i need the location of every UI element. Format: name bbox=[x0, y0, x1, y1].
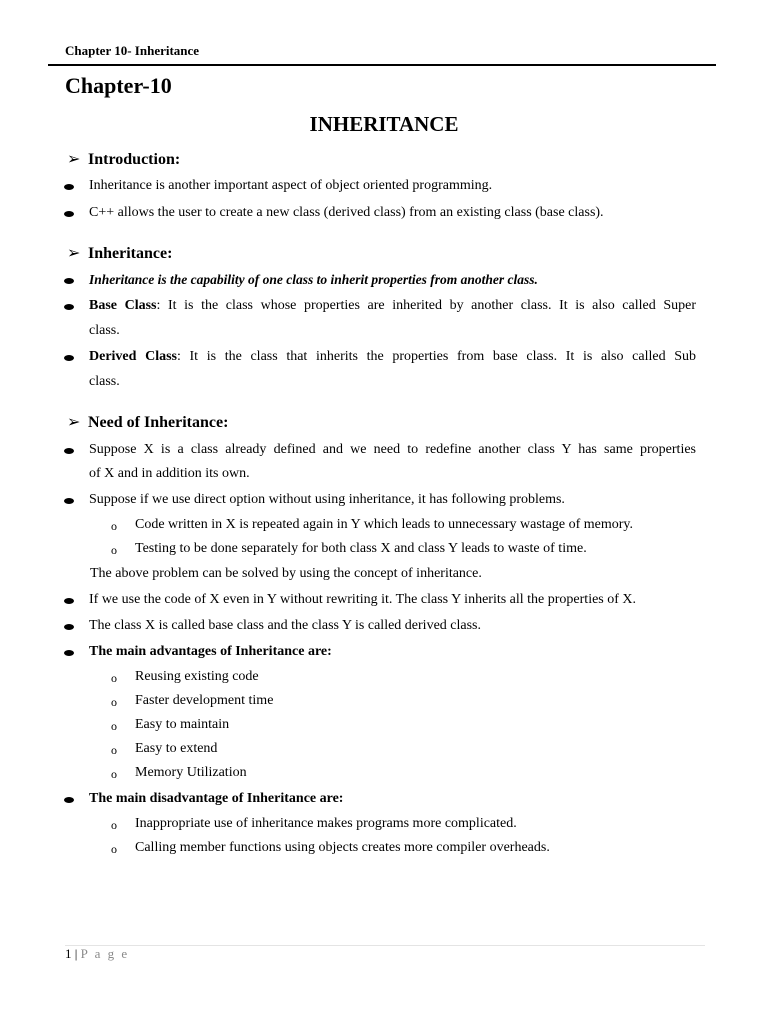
list-item: Suppose if we use direct option without using inheritance, it has following problems. bbox=[89, 492, 565, 507]
disadvantages-heading: The main disadvantage of Inheritance are: bbox=[89, 791, 344, 806]
list-item: C++ allows the user to create a new class (derived class) from an existing class (base class). bbox=[89, 205, 604, 220]
list-item: Suppose X is a class already defined and we need to redefine another class Y has same properties bbox=[89, 442, 696, 457]
section-heading-need bbox=[67, 412, 228, 432]
footer-separator: | bbox=[74, 946, 78, 961]
derived-class-term: Derived Class bbox=[89, 349, 177, 364]
advantage-item: Easy to maintain bbox=[135, 717, 230, 732]
bullet-icon bbox=[64, 797, 74, 803]
bullet-icon bbox=[64, 624, 74, 630]
derived-class-desc-continued: class. bbox=[89, 374, 120, 389]
advantage-item: Easy to extend bbox=[135, 741, 218, 756]
page-word: P a g e bbox=[80, 946, 130, 961]
bullet-icon bbox=[64, 304, 74, 310]
footer-rule bbox=[65, 945, 705, 946]
section-heading-inheritance bbox=[67, 243, 172, 263]
derived-class-definition bbox=[89, 349, 696, 365]
base-class-definition bbox=[89, 298, 696, 314]
bullet-icon bbox=[64, 278, 74, 284]
section-heading-introduction bbox=[67, 149, 180, 169]
disadvantage-item: Calling member functions using objects creates more compiler overheads. bbox=[135, 840, 550, 855]
section-heading-label: Introduction: bbox=[88, 151, 181, 168]
disadvantage-item: Inappropriate use of inheritance makes programs more complicated. bbox=[135, 816, 517, 831]
advantage-item: Reusing existing code bbox=[135, 669, 259, 684]
bullet-icon bbox=[64, 498, 74, 504]
list-item: If we use the code of X even in Y without rewriting it. The class Y inherits all the properties of X. bbox=[89, 592, 637, 607]
circle-bullet-icon: o bbox=[111, 719, 117, 733]
circle-bullet-icon: o bbox=[111, 671, 117, 685]
circle-bullet-icon: o bbox=[111, 743, 117, 757]
advantages-heading: The main advantages of Inheritance are: bbox=[89, 644, 332, 659]
arrow-bullet-icon: ➢ bbox=[67, 414, 81, 431]
bullet-icon bbox=[64, 598, 74, 604]
bullet-icon bbox=[64, 355, 74, 361]
bullet-icon bbox=[64, 184, 74, 190]
circle-bullet-icon: o bbox=[111, 543, 117, 557]
list-item-continued: of X and in addition its own. bbox=[89, 466, 250, 481]
bullet-icon bbox=[64, 650, 74, 656]
definition-text: Inheritance is the capability of one class to inherit properties from another class. bbox=[89, 272, 538, 287]
circle-bullet-icon: o bbox=[111, 519, 117, 533]
advantage-item: Faster development time bbox=[135, 693, 274, 708]
bullet-icon bbox=[64, 211, 74, 217]
running-header: Chapter 10- Inheritance bbox=[65, 43, 200, 58]
circle-bullet-icon: o bbox=[111, 818, 117, 832]
sub-list-item: Testing to be done separately for both class X and class Y leads to waste of time. bbox=[135, 541, 587, 556]
header-rule bbox=[48, 64, 716, 66]
circle-bullet-icon: o bbox=[111, 842, 117, 856]
derived-class-desc: : It is the class that inherits the properties from base class. It is also called Sub bbox=[176, 349, 696, 364]
circle-bullet-icon: o bbox=[111, 767, 117, 781]
section-heading-label: Inheritance: bbox=[88, 245, 173, 262]
base-class-term: Base Class bbox=[89, 298, 157, 313]
list-item: The class X is called base class and the class Y is called derived class. bbox=[89, 618, 481, 633]
arrow-bullet-icon: ➢ bbox=[67, 151, 81, 168]
page-number: 1 bbox=[65, 946, 72, 961]
circle-bullet-icon: o bbox=[111, 695, 117, 709]
list-item: Inheritance is another important aspect of object oriented programming. bbox=[89, 178, 493, 193]
sub-list-item: Code written in X is repeated again in Y which leads to unnecessary wastage of memory. bbox=[135, 517, 634, 532]
section-heading-label: Need of Inheritance: bbox=[88, 414, 229, 431]
bullet-icon bbox=[64, 448, 74, 454]
page-title: INHERITANCE bbox=[309, 112, 459, 136]
arrow-bullet-icon: ➢ bbox=[67, 245, 81, 262]
solution-text: The above problem can be solved by using the concept of inheritance. bbox=[90, 566, 482, 581]
base-class-desc-continued: class. bbox=[89, 323, 120, 338]
page-footer bbox=[65, 946, 129, 962]
base-class-desc: : It is the class whose properties are inherited by another class. It is also called Super bbox=[156, 298, 696, 313]
advantage-item: Memory Utilization bbox=[135, 765, 247, 780]
chapter-label: Chapter-10 bbox=[65, 73, 172, 98]
